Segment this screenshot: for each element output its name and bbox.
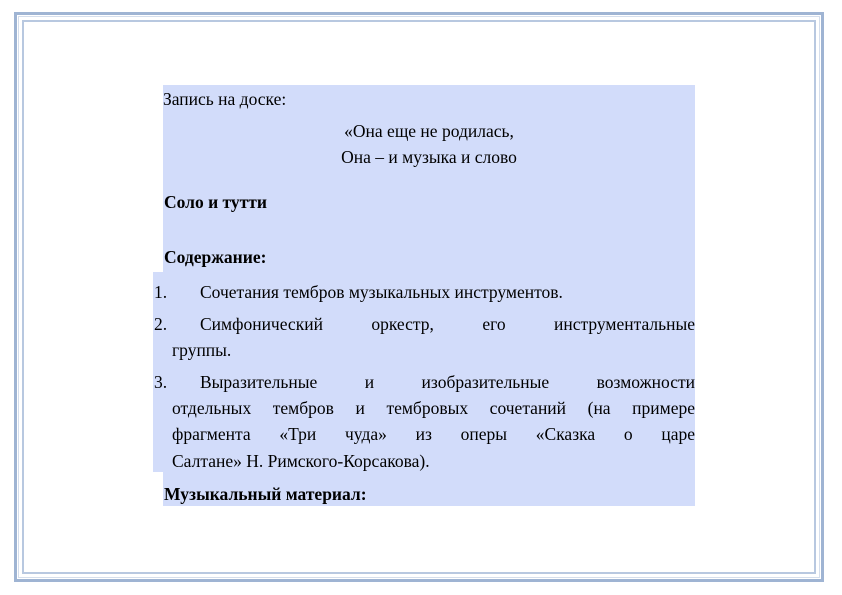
- lesson-title: Соло и тутти: [164, 192, 267, 212]
- list-item: [200, 311, 695, 337]
- list-item-line: Выразительные и изобразительные возможности: [200, 372, 695, 392]
- list-item-line: Симфонический оркестр, его инструментальные: [200, 314, 695, 334]
- list-item-number: 1.: [154, 282, 168, 302]
- list-item-number: 3.: [154, 372, 168, 392]
- list-item-line: отдельных тембров и тембровых сочетаний (на примере: [172, 398, 695, 418]
- board-note-label: Запись на доске:: [163, 89, 287, 109]
- quote-line-1: «Она еще не родилась,: [344, 121, 514, 141]
- content-heading: Содержание:: [164, 247, 267, 267]
- music-material-heading: Музыкальный материал:: [164, 484, 367, 504]
- list-item-line: Сочетания тембров музыкальных инструментов.: [200, 282, 563, 302]
- quote-line-2: Она – и музыка и слово: [341, 147, 517, 167]
- list-item: [200, 369, 695, 395]
- list-item-continuation: [172, 395, 695, 474]
- list-item-line: фрагмента «Три чуда» из оперы «Сказка о царе: [172, 424, 695, 445]
- list-item-line: Салтане» Н. Римского-Корсакова).: [172, 450, 430, 471]
- list-item: [200, 279, 695, 305]
- list-item-line: группы.: [172, 340, 232, 360]
- list-item-number: 2.: [154, 314, 168, 334]
- list-item-continuation: [172, 337, 695, 363]
